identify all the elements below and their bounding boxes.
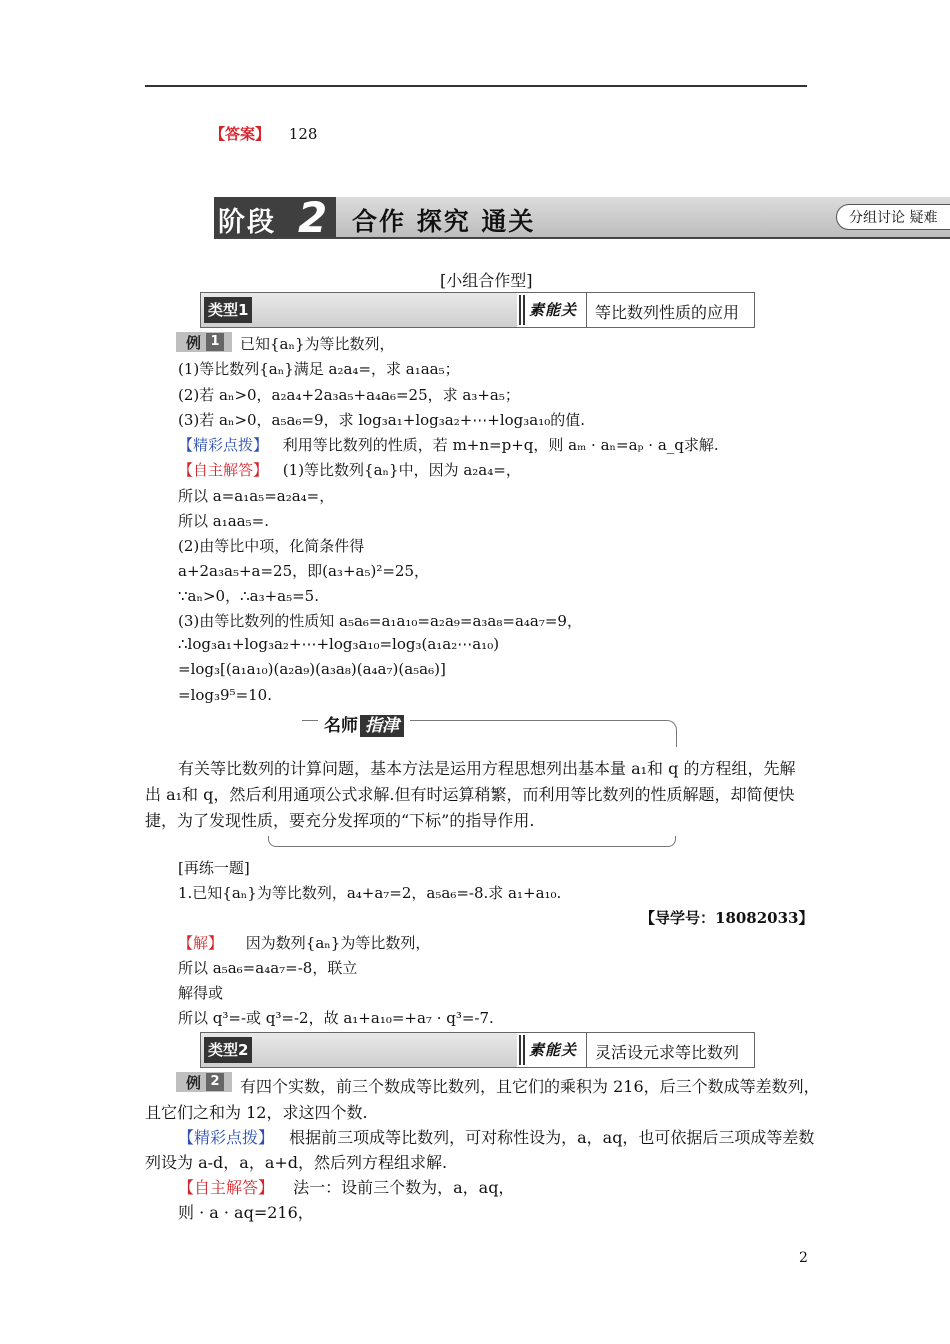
example1-badge-word: 例 (186, 334, 202, 352)
practice-solution-line: 所以 q³=-或 q³=-2，故 a₁+a₁₀=+a₇ · q³=-7. (178, 1009, 494, 1027)
hint-text: 利用等比数列的性质，若 m+n=p+q，则 aₘ · aₙ=aₚ · a_q求解. (282, 436, 719, 454)
type2-label: 类型2 (204, 1037, 252, 1063)
practice-ref: 【导学号：18082033】 (640, 909, 814, 927)
example2-badge-number: 2 (206, 1073, 224, 1091)
example1-line: 已知{aₙ}为等比数列， (240, 335, 395, 353)
example1-line: (2)若 aₙ>0，a₂a₄+2a₃a₅+a₄a₆=25，求 a₃+a₅； (178, 386, 520, 404)
example1-badge-number: 1 (206, 333, 224, 351)
solution-line: (2)由等比中项，化简条件得 (178, 537, 365, 555)
example2-badge (176, 1072, 232, 1092)
practice-question: 1.已知{aₙ}为等比数列，a₄+a₇=2，a₅a₆=-8.求 a₁+a₁₀. (178, 884, 562, 902)
header-rule (145, 85, 807, 87)
example2-solution-line: 法一：设前三个数为，a，aq， (293, 1178, 515, 1197)
example2-line: 有四个实数，前三个数成等比数列，且它们的乘积为 216，后三个数成等差数列， (240, 1077, 820, 1096)
type1-divider-icon (519, 295, 525, 325)
type2-skill: 素能关 (529, 1041, 578, 1059)
stage-tag: 分组讨论 疑难 (836, 204, 950, 230)
teacher-line: 捷，为了发现性质，要充分发挥项的“下标”的指导作用. (145, 811, 535, 830)
example2-line: 且它们之和为 12，求这四个数. (145, 1103, 368, 1122)
type1-skill: 素能关 (529, 301, 578, 319)
type2-title: 灵活设元求等比数列 (595, 1043, 740, 1062)
solution-label: 【自主解答】 (178, 461, 269, 479)
type2-box (200, 1032, 755, 1068)
example2-hint-text: 根据前三项成等比数列，可对称性设为，a，aq，也可依据后三项成等差数 (289, 1128, 815, 1147)
example1-line: (1)等比数列{aₙ}满足 a₂a₄=，求 a₁aa₅； (178, 360, 460, 378)
teacher-label (318, 712, 410, 740)
type1-box (200, 292, 755, 328)
teacher-label-a: 名师 (324, 716, 358, 736)
type1-title: 等比数列性质的应用 (595, 303, 740, 322)
teacher-line: 出 a₁和 q，然后利用通项公式求解.但有时运算稍繁，而利用等比数列的性质解题，却简便快 (145, 785, 795, 804)
example1-hint (178, 434, 719, 455)
teacher-label-b: 指津 (360, 715, 404, 737)
practice-heading: [再练一题] (178, 859, 250, 877)
example2-solution-line: 则 · a · aq=216， (178, 1203, 314, 1222)
example2-badge-word: 例 (186, 1074, 202, 1092)
stage-number: 2 (298, 193, 328, 242)
answer-value: 128 (288, 125, 318, 143)
example2-hint-line: 列设为 a-d，a，a+d，然后列方程组求解. (145, 1153, 448, 1172)
answer-label: 【答案】 (210, 125, 271, 143)
solution-line: =log₃9⁵=10. (178, 686, 272, 704)
solution-line: =log₃[(a₁a₁₀)(a₂a₉)(a₃a₈)(a₄a₇)(a₅a₆)] (178, 660, 446, 678)
practice-solution-label: 【解】 (178, 934, 224, 952)
hint-label: 【精彩点拨】 (178, 436, 269, 454)
type1-label: 类型1 (204, 297, 252, 323)
page-number: 2 (799, 1250, 808, 1266)
solution-line: (1)等比数列{aₙ}中，因为 a₂a₄=， (282, 461, 521, 479)
answer-line (210, 123, 317, 144)
practice-solution-line: 解得或 (178, 984, 224, 1002)
solution-line: a+2a₃a₅+a=25，即(a₃+a₅)²=25， (178, 562, 429, 580)
example2-hint-label: 【精彩点拨】 (178, 1128, 275, 1147)
type1-separator (586, 293, 587, 327)
example2-solution-first (178, 1175, 514, 1198)
practice-solution-line: 所以 a₅a₆=a₄a₇=-8，联立 (178, 959, 358, 977)
solution-line: (3)由等比数列的性质知 a₅a₆=a₁a₁₀=a₂a₉=a₃a₈=a₄a₇=9， (178, 612, 582, 630)
teacher-line: 有关等比数列的计算问题，基本方法是运用方程思想列出基本量 a₁和 q 的方程组，先解 (178, 759, 796, 778)
stage-badge (214, 193, 336, 242)
teacher-frame-bottom (268, 836, 676, 847)
stage-title: 合作 探究 通关 (352, 207, 536, 236)
solution-line: 所以 a₁aa₅=. (178, 512, 269, 530)
stage-label: 阶段 (218, 207, 276, 238)
solution-line: 所以 a=a₁a₅=a₂a₄=， (178, 487, 335, 505)
type2-divider-icon (519, 1035, 525, 1065)
example2-hint (178, 1125, 814, 1148)
solution-line: ∴log₃a₁+log₃a₂+⋯+log₃a₁₀=log₃(a₁a₂⋯a₁₀) (178, 635, 500, 653)
example1-line: (3)若 aₙ>0，a₅a₆=9，求 log₃a₁+log₃a₂+⋯+log₃a₁₀的值. (178, 411, 586, 429)
practice-solution-line: 因为数列{aₙ}为等比数列， (245, 934, 431, 952)
example1-solution-first (178, 459, 521, 480)
practice-solution-first (178, 932, 430, 953)
solution-line: ∵aₙ>0，∴a₃+a₅=5. (178, 587, 319, 605)
group-type-heading: [小组合作型] (440, 271, 533, 290)
example1-badge (176, 332, 232, 352)
example2-solution-label: 【自主解答】 (178, 1178, 275, 1197)
type2-separator (586, 1033, 587, 1067)
